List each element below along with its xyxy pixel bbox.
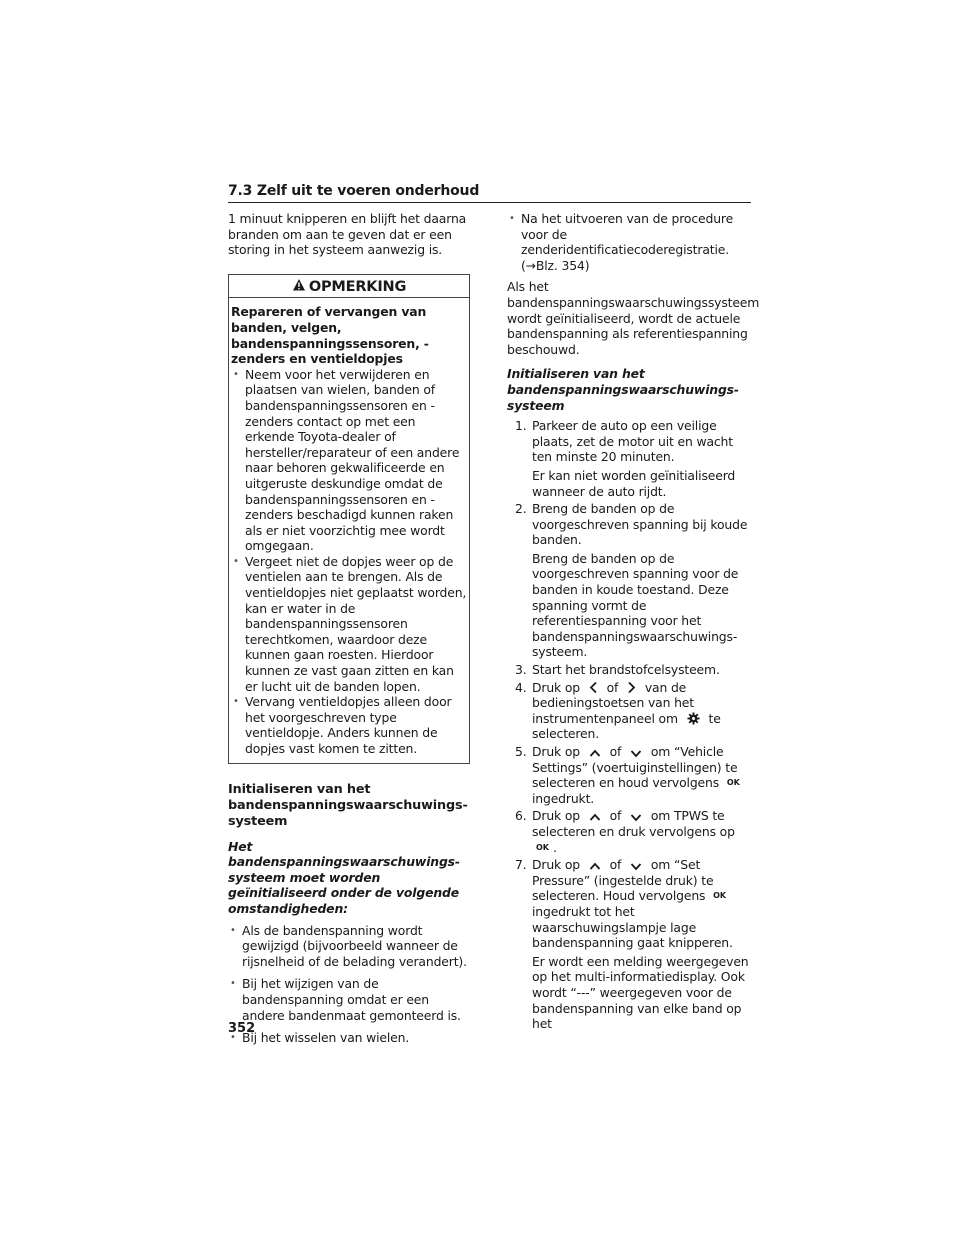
- note-body: [229, 298, 469, 762]
- list-item: • Vergeet niet de dopjes weer op de ventielen aan te brengen. Als de ventieldopjes niet geplaatst worden, kan er water in de bandenspanningssensoren terechtkomen, waardoor deze kunnen gaan roesten. Hierdoor kunnen ze vast gaan zitten en kan er lucht uit de banden lopen.: [231, 554, 467, 694]
- procedure-heading: Initialiseren van het bandenspanningswaarschuwings- systeem: [507, 366, 739, 413]
- chevron-down-icon: [630, 749, 642, 758]
- step-1: 1. Parkeer de auto op een veilige plaats, zet de motor uit en wacht ten minste 20 minuten. Er kan niet worden geïnitialiseerd wanneer de auto rijdt.: [515, 418, 736, 499]
- subsection-heading: Het bandenspanningswaarschuwings- systeem moet worden geïnitialiseerd onder de volgende omstandigheden:: [228, 838, 460, 916]
- warning-icon: [292, 278, 306, 292]
- note-header: [229, 275, 469, 299]
- right-column: [507, 211, 760, 1034]
- conditions-list: [228, 923, 470, 1046]
- step-4: 4. Druk op of van de bedieningstoetsen van het instrumentenpaneel om te selecteren.: [515, 679, 721, 742]
- list-item: • Als de bandenspanning wordt gewijzigd (bijvoorbeeld wanneer de rijsnelheid of de belading verandert).: [228, 923, 470, 970]
- procedure-bullet-list: [507, 211, 755, 273]
- section-heading: Initialiseren van het bandenspanningswaarschuwings- systeem: [228, 781, 468, 829]
- note-list: [231, 367, 467, 757]
- ok-button-icon: OK: [713, 891, 727, 901]
- intro-paragraph: 1 minuut knipperen en blijft het daarna branden om aan te geven dat er een storing in het systeem aanwezig is.: [228, 211, 467, 258]
- chevron-up-icon: [589, 862, 601, 871]
- chevron-right-icon: [627, 681, 636, 694]
- left-column: [228, 211, 470, 1053]
- list-item: • Neem voor het verwijderen en plaatsen van wielen, banden of bandenspanningssensoren en -zenders contact op met een erkende Toyota-dealer of hersteller/reparateur of een andere naar behoren gekwalificeerde en uitgeruste deskundige omdat de bandenspanningssensoren en -zenders beschadigd kunnen raken als er niet voorzichtig mee wordt omgegaan.: [231, 367, 467, 554]
- ok-button-icon: OK: [726, 778, 740, 788]
- step-6: 6. Druk op of om TPWS te selecteren en druk vervolgens op OK .: [515, 808, 735, 855]
- step-2: 2. Breng de banden op de voorgeschreven spanning bij koude banden. Breng de banden op de voorgeschreven spanning voor de banden in koude toestand. Deze spanning vormt de referentiespanning voor het bandenspanningswaarschuwings- systeem.: [515, 501, 748, 660]
- step-5: 5. Druk op of om “Vehicle Settings” (voertuiginstellingen) te selecteren en houd vervolgens OK ingedrukt.: [515, 744, 740, 806]
- section-title: 7.3 Zelf uit te voeren onderhoud: [228, 183, 480, 199]
- note-title: OPMERKING: [308, 278, 407, 295]
- step-7: 7. Druk op of om “Set Pressure” (ingestelde druk) te selecteren. Houd vervolgens OK ingedrukt tot het waarschuwingslampje lage bandenspanning gaat knipperen. Er wordt een melding weergegeven op het multi-informatiedisplay. Ook wordt “---” weergegeven voor de bandenspanning van elke band op het: [515, 857, 749, 1032]
- ok-button-icon: OK: [536, 842, 549, 852]
- note-box: [228, 274, 470, 764]
- list-item: • Na het uitvoeren van de procedure voor de zenderidentificatiecoderegistratie. (→Blz. 354): [507, 211, 755, 273]
- chevron-up-icon: [589, 813, 601, 822]
- chevron-down-icon: [630, 862, 642, 871]
- page-number: 352: [228, 1021, 256, 1036]
- steps-list: [515, 418, 755, 1032]
- note-heading: Repareren of vervangen van banden, velgen, bandenspanningssensoren, -zenders en ventieldopjes: [231, 304, 429, 367]
- gear-icon: [687, 712, 700, 725]
- reference-paragraph: Als het bandenspanningswaarschuwingssysteem wordt geïnitialiseerd, wordt de actuele bandenspanning als referentiespanning beschouwd.: [507, 279, 760, 357]
- step-3: 3. Start het brandstofcelsysteem.: [515, 662, 720, 678]
- list-item: • Bij het wisselen van wielen.: [228, 1030, 470, 1046]
- list-item: • Bij het wijzigen van de bandenspanning omdat er een andere bandenmaat gemonteerd is.: [228, 976, 470, 1023]
- section-header: [228, 180, 751, 203]
- list-item: • Vervang ventieldopjes alleen door het voorgeschreven type ventieldopje. Anders kunnen de dopjes vast komen te zitten.: [231, 694, 467, 756]
- chevron-up-icon: [589, 749, 601, 758]
- chevron-down-icon: [630, 813, 642, 822]
- chevron-left-icon: [589, 681, 598, 694]
